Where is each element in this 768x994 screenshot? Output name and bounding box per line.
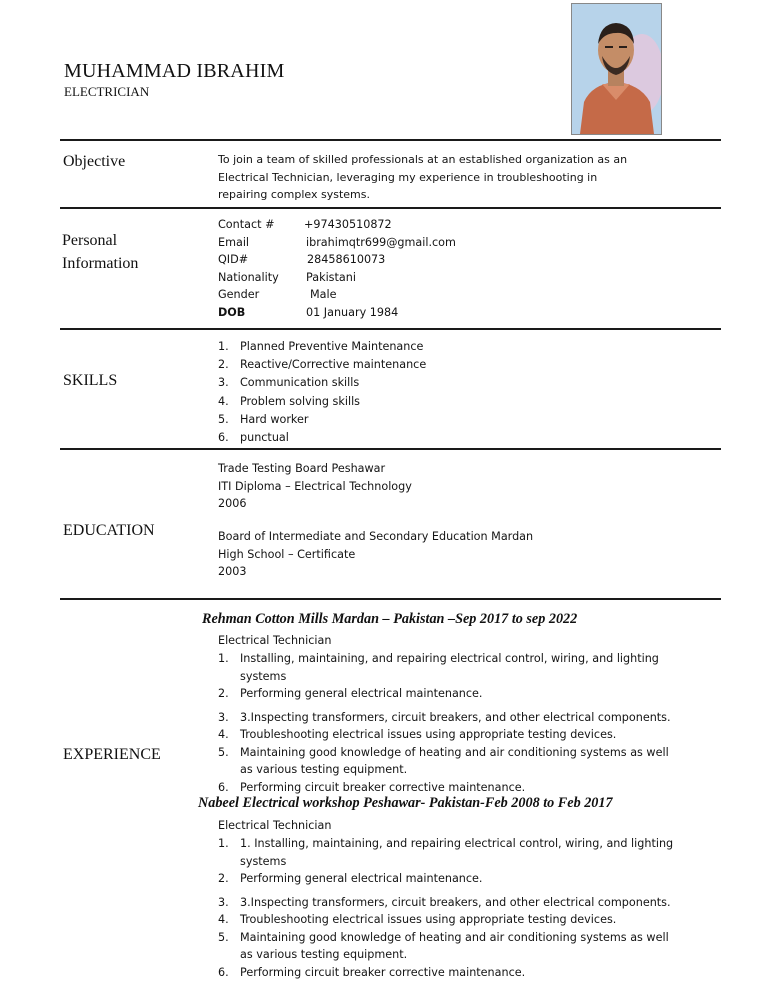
duty-number: 2. [218, 687, 229, 700]
duty-item [218, 870, 678, 888]
skill-number: 1. [218, 340, 229, 353]
skill-item [218, 374, 548, 392]
profile-photo [571, 3, 662, 135]
dob-row [218, 304, 548, 322]
duty-item [218, 929, 678, 964]
skill-text: punctual [240, 431, 289, 445]
education-institution: Trade Testing Board Peshawar [218, 462, 386, 475]
duty-text: 3.Inspecting transformers, circuit breakers, and other electrical components. [240, 710, 671, 724]
education-year: 2003 [218, 565, 247, 578]
objective-label: Objective [63, 153, 126, 170]
skill-number: 2. [218, 358, 229, 372]
duty-text: 3.Inspecting transformers, circuit breakers, and other electrical components. [240, 895, 671, 909]
education-entry-2 [218, 528, 578, 581]
duty-item [218, 650, 678, 685]
duty-number: 2. [218, 872, 229, 885]
skill-text: Reactive/Corrective maintenance [240, 358, 427, 372]
skills-list [218, 338, 548, 447]
personal-label-line2: Information [62, 255, 139, 272]
qid-row [218, 251, 548, 269]
job-2-role: Electrical Technician [218, 819, 332, 832]
divider-personal [60, 328, 721, 330]
candidate-name: MUHAMMAD IBRAHIM [64, 60, 285, 82]
duty-number: 5. [218, 745, 229, 759]
dob-value: 01 January 1984 [306, 305, 399, 319]
contact-value: +97430510872 [304, 218, 392, 231]
job-2-duties [218, 835, 678, 981]
education-label: EDUCATION [63, 522, 155, 539]
duty-text: Maintaining good knowledge of heating and air conditioning systems as well as various testing equipment. [240, 745, 669, 776]
dob-key: DOB [218, 305, 246, 319]
duty-text: Performing circuit breaker corrective maintenance. [240, 965, 526, 979]
gender-value: Male [310, 288, 337, 301]
skill-number: 3. [218, 376, 229, 390]
duty-item [218, 779, 678, 797]
duty-item [218, 726, 678, 744]
nationality-key: Nationality [218, 270, 279, 284]
skill-number: 5. [218, 412, 229, 426]
email-value: ibrahimqtr699@gmail.com [306, 235, 456, 249]
skill-item [218, 429, 548, 447]
duty-number: 3. [218, 710, 229, 724]
divider-education [60, 598, 721, 600]
duty-item [218, 709, 678, 727]
skill-item [218, 393, 548, 411]
personal-label-line1: Personal [62, 232, 118, 249]
duty-text: Maintaining good knowledge of heating and air conditioning systems as well as various testing equipment. [240, 930, 669, 961]
qid-key: QID# [218, 253, 249, 266]
education-qualification: High School – Certificate [218, 547, 356, 561]
duty-number: 4. [218, 728, 229, 741]
email-row [218, 234, 548, 252]
nationality-value: Pakistani [306, 270, 356, 284]
email-key: Email [218, 235, 250, 249]
skill-item [218, 356, 548, 374]
contact-row [218, 216, 548, 234]
divider-top [60, 139, 721, 141]
duty-text: Performing general electrical maintenance. [240, 687, 483, 700]
gender-row [218, 286, 548, 304]
education-entry-1 [218, 460, 578, 513]
duty-text: Troubleshooting electrical issues using appropriate testing devices. [240, 728, 617, 741]
duty-text: Performing circuit breaker corrective maintenance. [240, 780, 526, 794]
education-qualification: ITI Diploma – Electrical Technology [218, 479, 412, 493]
duty-item [218, 911, 678, 929]
duty-text: Installing, maintaining, and repairing electrical control, wiring, and lighting systems [240, 652, 659, 683]
duty-number: 3. [218, 895, 229, 909]
duty-text: Performing general electrical maintenance. [240, 872, 483, 885]
duty-item [218, 894, 678, 912]
skill-text: Problem solving skills [240, 394, 361, 408]
experience-label: EXPERIENCE [63, 746, 161, 763]
skill-item [218, 338, 548, 356]
duty-number: 6. [218, 780, 229, 794]
skill-text: Planned Preventive Maintenance [240, 340, 424, 353]
duty-number: 1. [218, 837, 229, 850]
candidate-title: ELECTRICIAN [64, 84, 150, 99]
job-2-heading: Nabeel Electrical workshop Peshawar- Pakistan-Feb 2008 to Feb 2017 [198, 795, 613, 811]
education-year: 2006 [218, 497, 247, 510]
job-1-duties [218, 650, 678, 796]
divider-skills [60, 448, 721, 450]
duty-item [218, 744, 678, 779]
job-1-role: Electrical Technician [218, 634, 332, 647]
personal-info [218, 216, 548, 321]
objective-text: To join a team of skilled professionals at an established organization as an Electrical Technician, leveraging my experience in troubleshooting in repairing complex systems. [218, 153, 628, 201]
gender-key: Gender [218, 288, 260, 301]
skill-text: Communication skills [240, 376, 360, 390]
duty-number: 6. [218, 965, 229, 979]
divider-objective [60, 207, 721, 209]
duty-item [218, 685, 678, 703]
duty-number: 5. [218, 930, 229, 944]
duty-item [218, 964, 678, 982]
skills-label: SKILLS [63, 372, 118, 389]
contact-key: Contact # [218, 218, 275, 231]
duty-number: 4. [218, 913, 229, 926]
duty-text: Troubleshooting electrical issues using appropriate testing devices. [240, 913, 617, 926]
skill-number: 6. [218, 431, 229, 445]
job-1-heading: Rehman Cotton Mills Mardan – Pakistan –Sep 2017 to sep 2022 [202, 611, 578, 627]
skill-text: Hard worker [240, 412, 309, 426]
skill-item [218, 411, 548, 429]
qid-value: 28458610073 [307, 253, 386, 266]
education-institution: Board of Intermediate and Secondary Education Mardan [218, 530, 534, 543]
duty-item [218, 835, 678, 870]
duty-number: 1. [218, 652, 229, 665]
duty-text: 1. Installing, maintaining, and repairing electrical control, wiring, and lighting systems [240, 837, 674, 868]
nationality-row [218, 269, 548, 287]
skill-number: 4. [218, 394, 229, 408]
personal-label [62, 229, 138, 275]
